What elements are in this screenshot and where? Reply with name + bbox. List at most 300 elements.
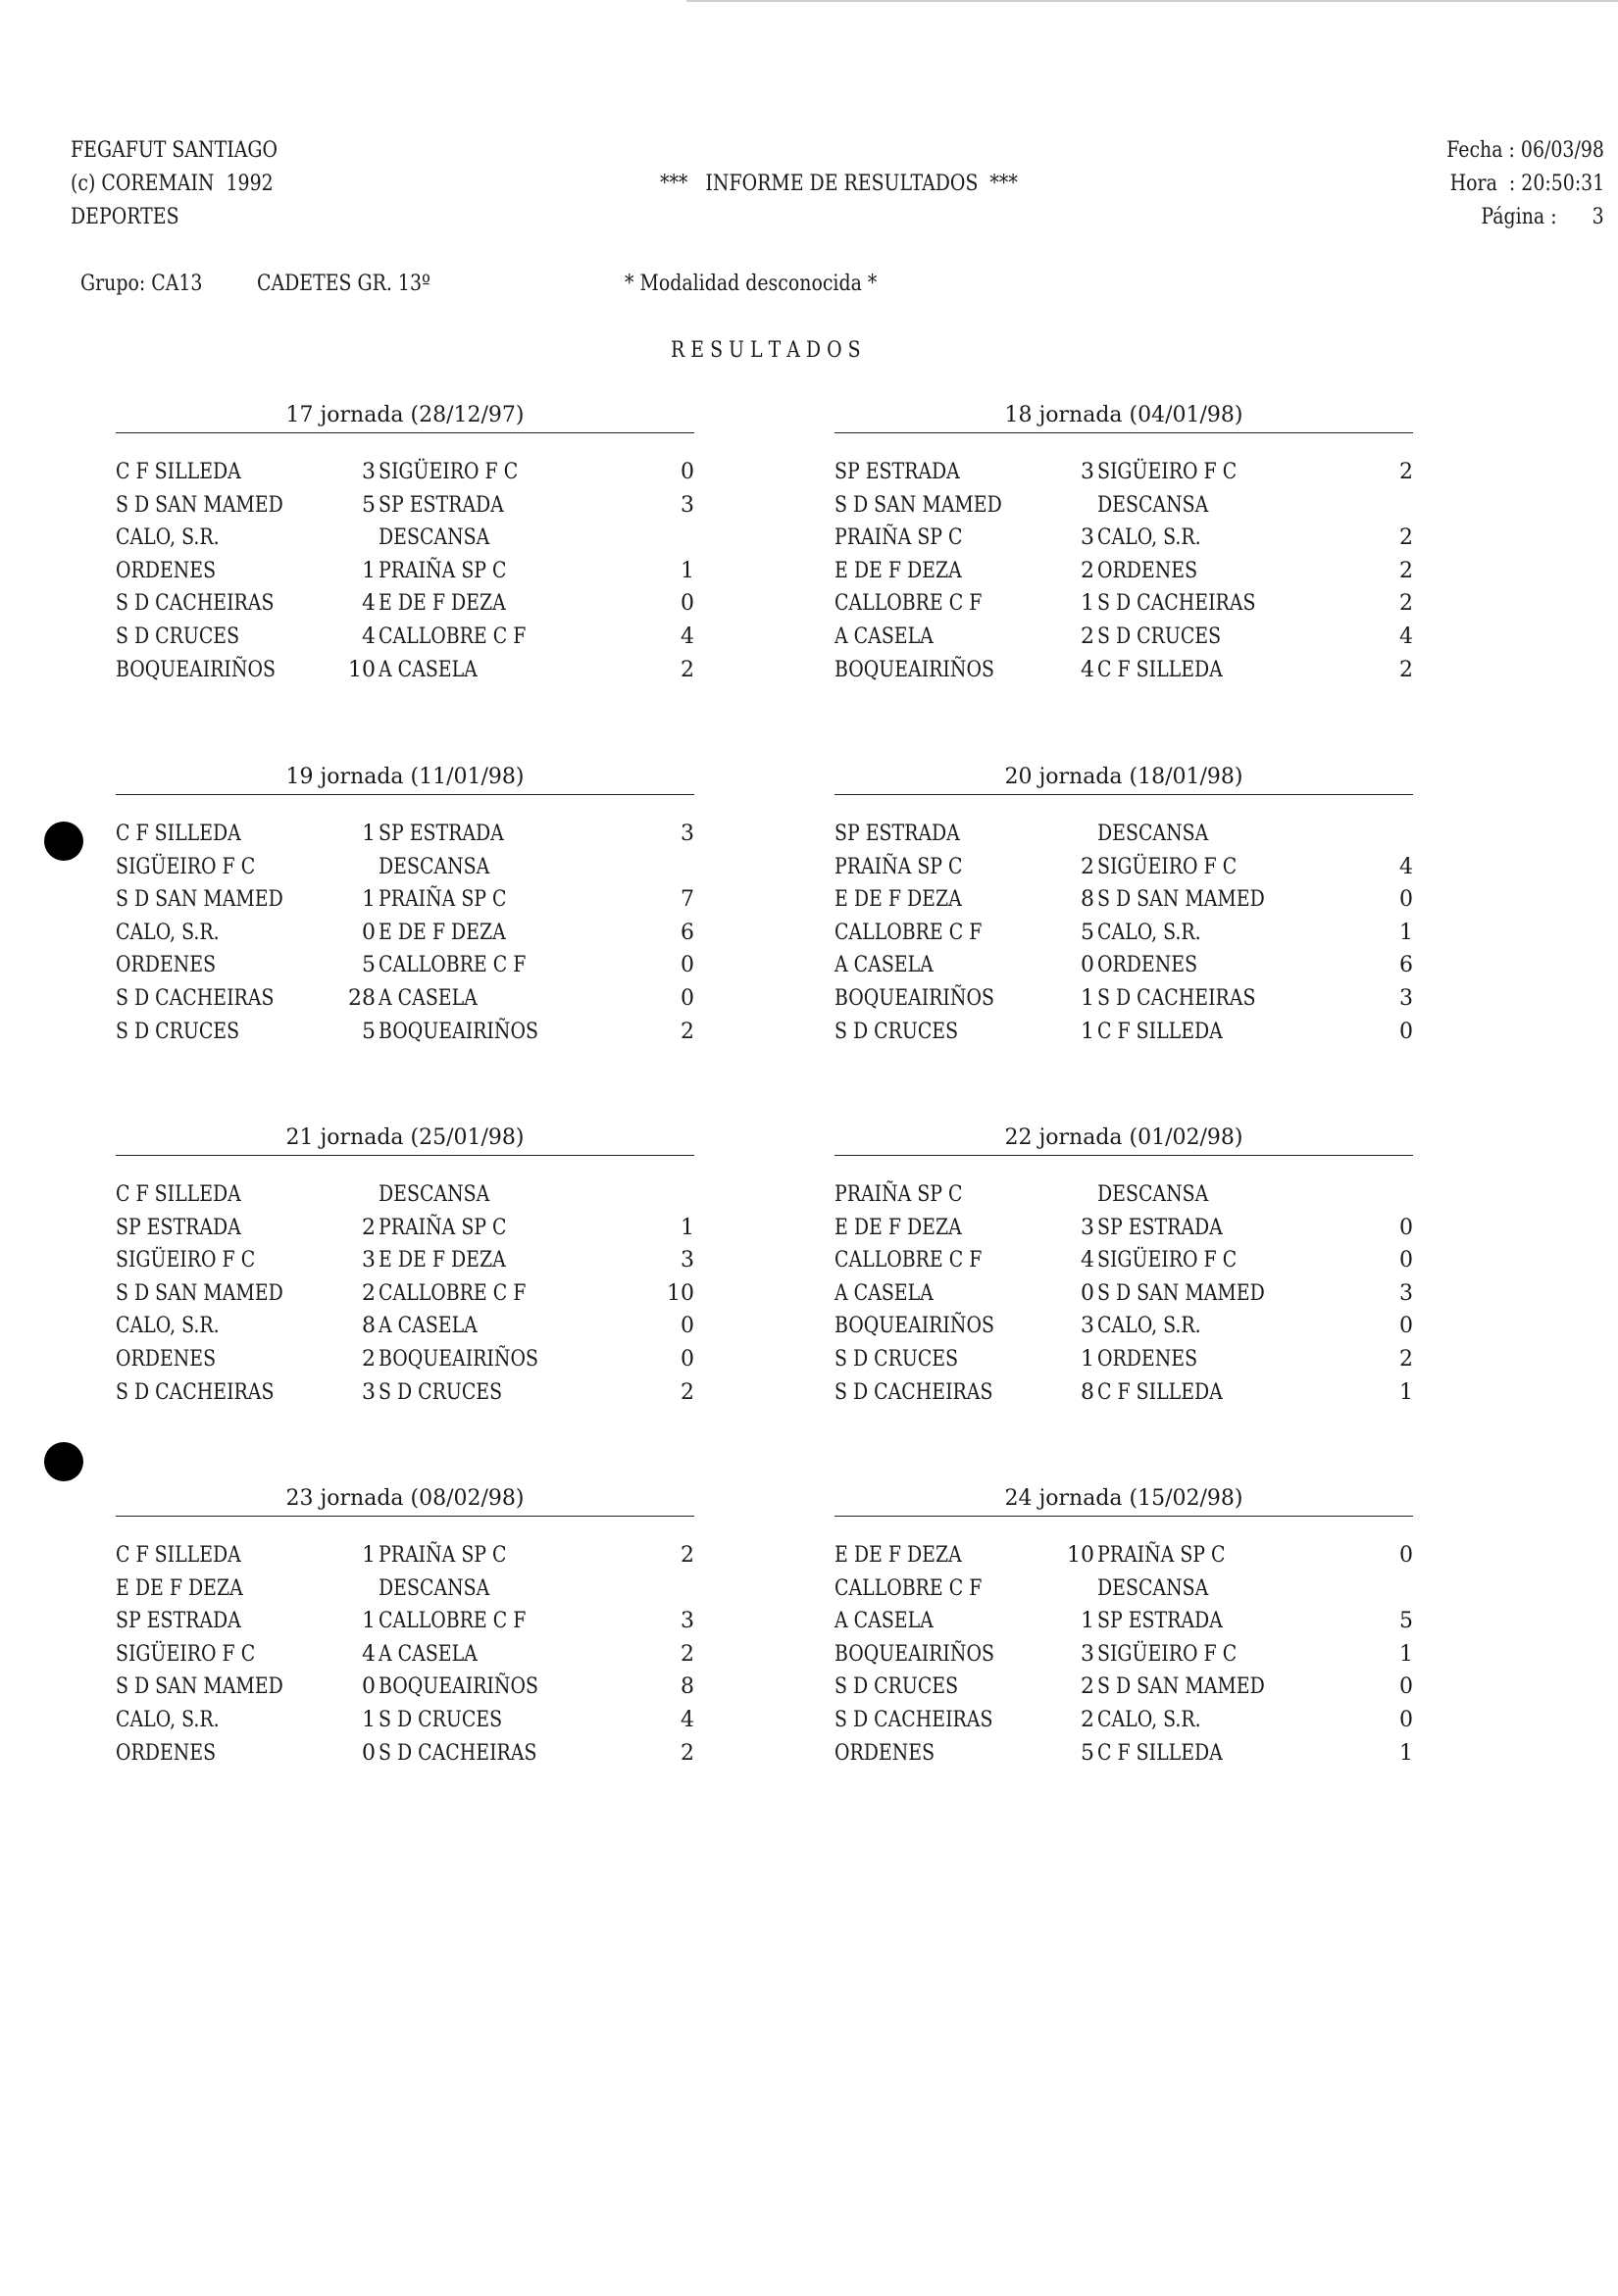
- away-score: 0: [681, 953, 694, 978]
- match-row: [116, 982, 694, 1016]
- away-score: 7: [681, 887, 694, 913]
- away-score: 3: [681, 492, 694, 518]
- away-team: ORDENES: [1097, 953, 1198, 978]
- match-row: [834, 1244, 1413, 1277]
- match-row: [834, 1671, 1413, 1704]
- home-score: 8: [1081, 887, 1094, 913]
- report-date: Fecha : 06/03/98: [1446, 138, 1604, 163]
- away-team: CALLOBRE C F: [379, 1280, 527, 1306]
- away-team: CALLOBRE C F: [379, 953, 527, 978]
- home-score: 4: [362, 1641, 376, 1667]
- match-row: [116, 1244, 694, 1277]
- home-team: ORDENES: [834, 1740, 935, 1766]
- home-score: 3: [362, 1379, 376, 1405]
- match-row: [116, 1704, 694, 1737]
- away-score: 4: [1399, 624, 1413, 649]
- home-score: 2: [1081, 558, 1094, 583]
- home-score: 1: [362, 1707, 376, 1732]
- home-score: 3: [1081, 1641, 1094, 1667]
- away-score: 0: [1399, 1674, 1413, 1700]
- home-team: CALO, S.R.: [116, 1707, 220, 1732]
- away-score: 0: [1399, 1019, 1413, 1044]
- home-score: 3: [362, 460, 376, 484]
- home-score: 5: [362, 1019, 376, 1044]
- home-score: 3: [1081, 460, 1094, 484]
- home-team: CALO, S.R.: [116, 1314, 220, 1339]
- away-team: A CASELA: [379, 985, 478, 1011]
- away-team: E DE F DEZA: [379, 591, 506, 617]
- match-list: [116, 1539, 694, 1770]
- away-team: S D SAN MAMED: [1097, 887, 1265, 913]
- match-row: [116, 1277, 694, 1311]
- jornada-rule: [834, 1155, 1413, 1156]
- home-team: CALLOBRE C F: [834, 1248, 983, 1273]
- away-score: 1: [1399, 1740, 1413, 1766]
- jornada-rule: [834, 794, 1413, 795]
- home-team: S D CACHEIRAS: [116, 1379, 275, 1405]
- home-team: BOQUEAIRIÑOS: [834, 1314, 994, 1339]
- home-team: E DE F DEZA: [834, 1543, 962, 1568]
- away-team: CALO, S.R.: [1097, 920, 1201, 945]
- away-score: 0: [681, 460, 694, 484]
- jornada-rule: [116, 1516, 694, 1517]
- home-team: SP ESTRADA: [834, 460, 960, 484]
- home-team: C F SILLEDA: [116, 822, 241, 846]
- away-score: 4: [1399, 854, 1413, 879]
- match-row: [834, 456, 1413, 489]
- match-row: [834, 1539, 1413, 1572]
- match-row: [834, 1310, 1413, 1343]
- home-score: 2: [362, 1346, 376, 1372]
- away-score: 1: [1399, 1379, 1413, 1405]
- home-team: CALLOBRE C F: [834, 1575, 983, 1601]
- away-team: DESCANSA: [1097, 822, 1209, 846]
- home-score: 4: [362, 624, 376, 649]
- home-team: C F SILLEDA: [116, 1182, 241, 1207]
- home-score: 2: [1081, 1707, 1094, 1732]
- away-team: E DE F DEZA: [379, 920, 506, 945]
- match-row: [834, 949, 1413, 982]
- home-score: 28: [348, 985, 376, 1011]
- home-score: 5: [362, 492, 376, 518]
- home-team: CALLOBRE C F: [834, 920, 983, 945]
- away-team: SIGÜEIRO F C: [1097, 1641, 1238, 1667]
- copyright-line: (c) COREMAIN 1992: [71, 172, 274, 196]
- away-team: C F SILLEDA: [1097, 1019, 1223, 1044]
- away-score: 0: [1399, 1543, 1413, 1568]
- home-team: S D SAN MAMED: [116, 492, 283, 518]
- away-team: SP ESTRADA: [1097, 1215, 1223, 1240]
- away-team: DESCANSA: [379, 854, 490, 879]
- home-team: A CASELA: [834, 1280, 934, 1306]
- away-score: 0: [681, 985, 694, 1011]
- match-row: [116, 949, 694, 982]
- match-row: [116, 1310, 694, 1343]
- home-score: 0: [362, 1674, 376, 1700]
- away-score: 2: [1399, 525, 1413, 551]
- home-team: C F SILLEDA: [116, 460, 241, 484]
- home-team: CALO, S.R.: [116, 920, 220, 945]
- home-score: 2: [362, 1280, 376, 1306]
- home-score: 4: [362, 591, 376, 617]
- away-score: 4: [681, 624, 694, 649]
- away-team: SP ESTRADA: [379, 492, 504, 518]
- away-team: A CASELA: [379, 1314, 478, 1339]
- home-team: E DE F DEZA: [116, 1575, 243, 1601]
- match-row: [834, 1277, 1413, 1311]
- match-row: [116, 1178, 694, 1212]
- home-team: SP ESTRADA: [834, 822, 960, 846]
- match-row: [116, 1212, 694, 1245]
- home-team: ORDENES: [116, 953, 217, 978]
- away-team: S D SAN MAMED: [1097, 1280, 1265, 1306]
- away-team: CALO, S.R.: [1097, 525, 1201, 551]
- away-team: PRAIÑA SP C: [1097, 1543, 1226, 1568]
- away-team: S D CRUCES: [379, 1379, 503, 1405]
- away-team: A CASELA: [379, 1641, 478, 1667]
- away-score: 2: [681, 1379, 694, 1405]
- away-score: 3: [681, 1248, 694, 1273]
- home-team: BOQUEAIRIÑOS: [834, 985, 994, 1011]
- home-score: 2: [362, 1215, 376, 1240]
- group-code: Grupo: CA13: [80, 272, 203, 296]
- report-time: Hora : 20:50:31: [1449, 172, 1604, 196]
- jornada-title: 21 jornada (25/01/98): [285, 1125, 525, 1150]
- away-team: SIGÜEIRO F C: [1097, 1248, 1238, 1273]
- away-team: S D CRUCES: [1097, 624, 1222, 649]
- home-score: 1: [362, 1543, 376, 1568]
- jornada-title: 19 jornada (11/01/98): [285, 765, 525, 789]
- away-score: 0: [1399, 1248, 1413, 1273]
- away-score: 8: [681, 1674, 694, 1700]
- home-team: CALO, S.R.: [116, 525, 220, 551]
- home-team: A CASELA: [834, 624, 934, 649]
- home-score: 10: [348, 657, 376, 682]
- match-row: [834, 917, 1413, 950]
- away-score: 10: [667, 1280, 694, 1306]
- home-team: E DE F DEZA: [834, 558, 962, 583]
- away-team: S D CACHEIRAS: [379, 1740, 537, 1766]
- away-score: 1: [681, 558, 694, 583]
- away-score: 2: [681, 1543, 694, 1568]
- binder-hole: [44, 822, 83, 861]
- match-list: [834, 1539, 1413, 1770]
- away-team: CALO, S.R.: [1097, 1707, 1201, 1732]
- match-row: [834, 1704, 1413, 1737]
- away-team: S D CRUCES: [379, 1707, 503, 1732]
- home-score: 1: [1081, 1609, 1094, 1634]
- home-team: S D CRUCES: [834, 1346, 959, 1372]
- home-score: 1: [1081, 1019, 1094, 1044]
- match-row: [834, 818, 1413, 851]
- away-team: S D SAN MAMED: [1097, 1674, 1265, 1700]
- home-score: 2: [1081, 1674, 1094, 1700]
- match-row: [834, 851, 1413, 884]
- away-score: 3: [1399, 1280, 1413, 1306]
- match-row: [116, 917, 694, 950]
- home-team: S D CRUCES: [834, 1674, 959, 1700]
- jornada-title: 17 jornada (28/12/97): [285, 403, 525, 427]
- match-list: [834, 456, 1413, 686]
- match-row: [116, 818, 694, 851]
- away-score: 1: [1399, 1641, 1413, 1667]
- home-score: 3: [1081, 525, 1094, 551]
- dept-name: DEPORTES: [71, 205, 179, 229]
- home-team: SP ESTRADA: [116, 1215, 241, 1240]
- jornada-title: 20 jornada (18/01/98): [1004, 765, 1243, 789]
- match-row: [834, 621, 1413, 654]
- match-row: [116, 851, 694, 884]
- match-list: [834, 818, 1413, 1048]
- match-row: [116, 1376, 694, 1410]
- match-row: [834, 883, 1413, 917]
- away-score: 2: [1399, 558, 1413, 583]
- home-score: 5: [1081, 920, 1094, 945]
- home-team: BOQUEAIRIÑOS: [834, 657, 994, 682]
- match-row: [116, 1671, 694, 1704]
- away-score: 2: [681, 1641, 694, 1667]
- away-score: 6: [1399, 953, 1413, 978]
- home-team: S D CACHEIRAS: [834, 1707, 993, 1732]
- home-team: S D SAN MAMED: [834, 492, 1002, 518]
- away-team: DESCANSA: [1097, 1575, 1209, 1601]
- away-score: 0: [681, 591, 694, 617]
- match-row: [834, 1572, 1413, 1606]
- home-team: SIGÜEIRO F C: [116, 1641, 256, 1667]
- home-team: S D SAN MAMED: [116, 1280, 283, 1306]
- group-name: CADETES GR. 13º: [257, 272, 430, 296]
- away-score: 0: [1399, 1215, 1413, 1240]
- away-score: 1: [681, 1215, 694, 1240]
- away-score: 2: [1399, 657, 1413, 682]
- home-team: S D CRUCES: [834, 1019, 959, 1044]
- away-team: DESCANSA: [379, 525, 490, 551]
- home-team: ORDENES: [116, 558, 217, 583]
- match-row: [116, 587, 694, 621]
- away-score: 2: [1399, 1346, 1413, 1372]
- match-row: [116, 1638, 694, 1672]
- match-row: [834, 1178, 1413, 1212]
- home-team: CALLOBRE C F: [834, 591, 983, 617]
- match-row: [116, 1737, 694, 1771]
- home-team: C F SILLEDA: [116, 1543, 241, 1568]
- away-score: 2: [681, 1019, 694, 1044]
- home-score: 4: [1081, 657, 1094, 682]
- home-score: 1: [1081, 985, 1094, 1011]
- away-team: S D CACHEIRAS: [1097, 591, 1256, 617]
- away-score: 0: [1399, 1707, 1413, 1732]
- jornada-title: 22 jornada (01/02/98): [1004, 1125, 1243, 1150]
- home-team: PRAIÑA SP C: [834, 1182, 963, 1207]
- away-score: 4: [681, 1707, 694, 1732]
- match-row: [834, 555, 1413, 588]
- away-score: 0: [681, 1346, 694, 1372]
- match-row: [116, 1539, 694, 1572]
- away-team: DESCANSA: [379, 1575, 490, 1601]
- jornada-rule: [116, 794, 694, 795]
- jornada-rule: [116, 432, 694, 433]
- home-score: 3: [1081, 1215, 1094, 1240]
- home-score: 4: [1081, 1248, 1094, 1273]
- jornada-title: 24 jornada (15/02/98): [1004, 1486, 1243, 1511]
- home-team: A CASELA: [834, 953, 934, 978]
- match-row: [116, 1605, 694, 1638]
- away-team: SP ESTRADA: [379, 822, 504, 846]
- match-row: [834, 1737, 1413, 1771]
- away-team: S D CACHEIRAS: [1097, 985, 1256, 1011]
- home-score: 1: [1081, 1346, 1094, 1372]
- match-list: [834, 1178, 1413, 1409]
- jornada-title: 18 jornada (04/01/98): [1004, 403, 1243, 427]
- home-team: E DE F DEZA: [834, 1215, 962, 1240]
- away-team: SIGÜEIRO F C: [379, 460, 519, 484]
- match-row: [116, 555, 694, 588]
- away-team: DESCANSA: [1097, 1182, 1209, 1207]
- match-row: [116, 621, 694, 654]
- home-team: BOQUEAIRIÑOS: [116, 657, 276, 682]
- home-score: 1: [362, 822, 376, 846]
- away-team: CALLOBRE C F: [379, 624, 527, 649]
- away-team: SIGÜEIRO F C: [1097, 854, 1238, 879]
- home-team: SP ESTRADA: [116, 1609, 241, 1634]
- away-team: BOQUEAIRIÑOS: [379, 1019, 538, 1044]
- home-score: 5: [1081, 1740, 1094, 1766]
- away-score: 2: [1399, 591, 1413, 617]
- match-row: [116, 883, 694, 917]
- away-score: 5: [1399, 1609, 1413, 1634]
- scan-edge-line: [686, 0, 1618, 2]
- binder-hole: [44, 1442, 83, 1481]
- away-score: 0: [681, 1314, 694, 1339]
- match-row: [116, 522, 694, 555]
- away-team: C F SILLEDA: [1097, 657, 1223, 682]
- match-row: [834, 489, 1413, 523]
- jornada-title: 23 jornada (08/02/98): [285, 1486, 525, 1511]
- home-team: PRAIÑA SP C: [834, 525, 963, 551]
- home-score: 1: [1081, 591, 1094, 617]
- home-team: BOQUEAIRIÑOS: [834, 1641, 994, 1667]
- match-list: [116, 1178, 694, 1409]
- away-team: SIGÜEIRO F C: [1097, 460, 1238, 484]
- home-score: 8: [362, 1314, 376, 1339]
- away-team: BOQUEAIRIÑOS: [379, 1674, 538, 1700]
- away-score: 0: [1399, 887, 1413, 913]
- away-team: CALO, S.R.: [1097, 1314, 1201, 1339]
- page-number: Página : 3: [1481, 205, 1604, 229]
- away-score: 6: [681, 920, 694, 945]
- match-row: [834, 522, 1413, 555]
- org-name: FEGAFUT SANTIAGO: [71, 138, 278, 163]
- home-team: S D SAN MAMED: [116, 1674, 283, 1700]
- jornada-rule: [834, 1516, 1413, 1517]
- match-list: [116, 456, 694, 686]
- home-team: S D SAN MAMED: [116, 887, 283, 913]
- away-score: 3: [681, 822, 694, 846]
- home-team: A CASELA: [834, 1609, 934, 1634]
- away-team: PRAIÑA SP C: [379, 558, 507, 583]
- away-team: DESCANSA: [379, 1182, 490, 1207]
- away-team: DESCANSA: [1097, 492, 1209, 518]
- home-score: 0: [1081, 953, 1094, 978]
- home-team: SIGÜEIRO F C: [116, 1248, 256, 1273]
- home-score: 8: [1081, 1379, 1094, 1405]
- home-team: S D CRUCES: [116, 624, 240, 649]
- away-team: SP ESTRADA: [1097, 1609, 1223, 1634]
- away-team: PRAIÑA SP C: [379, 887, 507, 913]
- home-team: ORDENES: [116, 1346, 217, 1372]
- match-list: [116, 818, 694, 1048]
- home-score: 3: [362, 1248, 376, 1273]
- away-score: 2: [681, 1740, 694, 1766]
- home-score: 0: [1081, 1280, 1094, 1306]
- home-score: 2: [1081, 624, 1094, 649]
- away-score: 2: [681, 657, 694, 682]
- match-row: [116, 1016, 694, 1049]
- away-score: 2: [1399, 460, 1413, 484]
- away-team: PRAIÑA SP C: [379, 1543, 507, 1568]
- home-score: 1: [362, 1609, 376, 1634]
- home-score: 2: [1081, 854, 1094, 879]
- home-score: 0: [362, 1740, 376, 1766]
- match-row: [834, 1605, 1413, 1638]
- away-team: C F SILLEDA: [1097, 1379, 1223, 1405]
- away-team: ORDENES: [1097, 1346, 1198, 1372]
- match-row: [116, 654, 694, 687]
- modalidad: * Modalidad desconocida *: [625, 272, 878, 296]
- home-team: S D CACHEIRAS: [116, 591, 275, 617]
- jornada-rule: [834, 432, 1413, 433]
- home-score: 10: [1067, 1543, 1094, 1568]
- home-team: S D CACHEIRAS: [116, 985, 275, 1011]
- match-row: [834, 1016, 1413, 1049]
- match-row: [834, 654, 1413, 687]
- report-title: *** INFORME DE RESULTADOS ***: [660, 172, 1018, 196]
- home-team: E DE F DEZA: [834, 887, 962, 913]
- away-team: CALLOBRE C F: [379, 1609, 527, 1634]
- away-team: ORDENES: [1097, 558, 1198, 583]
- away-team: C F SILLEDA: [1097, 1740, 1223, 1766]
- match-row: [834, 587, 1413, 621]
- match-row: [834, 1638, 1413, 1672]
- match-row: [834, 982, 1413, 1016]
- home-score: 1: [362, 887, 376, 913]
- home-team: S D CACHEIRAS: [834, 1379, 993, 1405]
- home-score: 1: [362, 558, 376, 583]
- home-score: 5: [362, 953, 376, 978]
- away-team: E DE F DEZA: [379, 1248, 506, 1273]
- away-score: 1: [1399, 920, 1413, 945]
- section-title: R E S U L T A D O S: [671, 338, 861, 363]
- match-row: [834, 1343, 1413, 1376]
- home-team: PRAIÑA SP C: [834, 854, 963, 879]
- match-row: [834, 1212, 1413, 1245]
- home-team: ORDENES: [116, 1740, 217, 1766]
- away-score: 0: [1399, 1314, 1413, 1339]
- match-row: [116, 1572, 694, 1606]
- match-row: [116, 456, 694, 489]
- home-score: 3: [1081, 1314, 1094, 1339]
- home-team: S D CRUCES: [116, 1019, 240, 1044]
- jornada-rule: [116, 1155, 694, 1156]
- match-row: [116, 489, 694, 523]
- away-score: 3: [681, 1609, 694, 1634]
- away-team: A CASELA: [379, 657, 478, 682]
- away-score: 3: [1399, 985, 1413, 1011]
- away-team: BOQUEAIRIÑOS: [379, 1346, 538, 1372]
- home-score: 0: [362, 920, 376, 945]
- home-team: SIGÜEIRO F C: [116, 854, 256, 879]
- match-row: [116, 1343, 694, 1376]
